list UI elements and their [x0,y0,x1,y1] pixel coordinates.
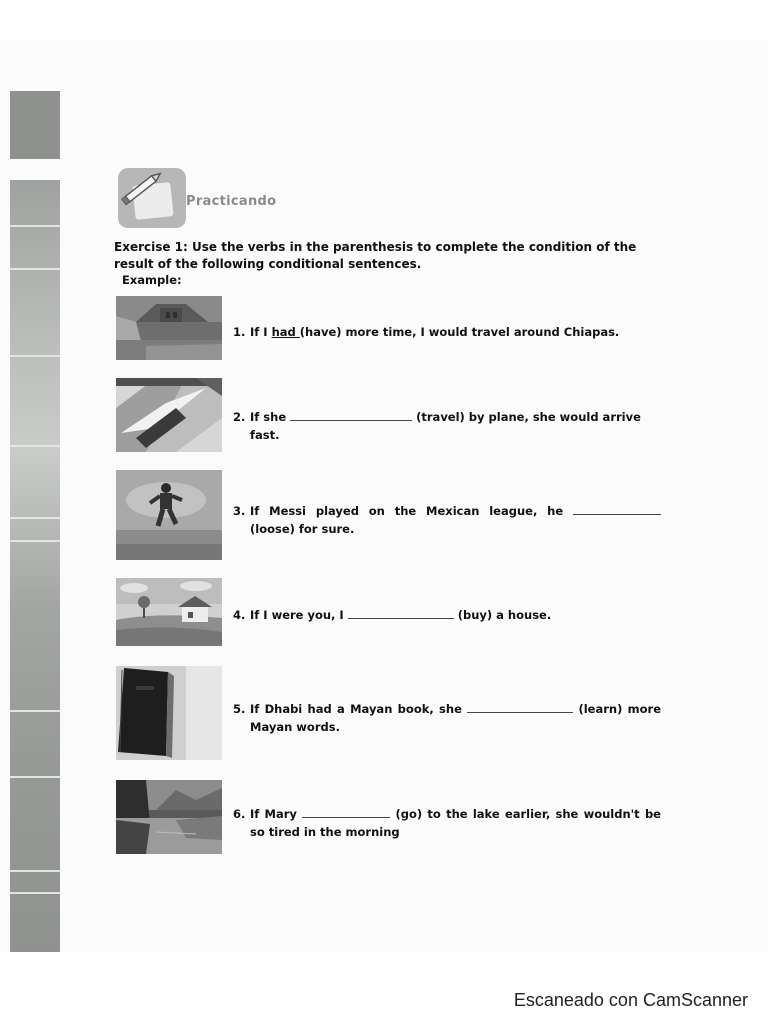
exercise-item-2: 2. If she (travel) by plane, she would arrive fast. [233,410,641,442]
example-label: Example: [122,273,182,287]
example-answer: had [271,325,300,339]
lake-photo [116,780,222,854]
answer-blank[interactable] [573,504,661,515]
exercise-item-5: 5. If Dhabi had a Mayan book, she (learn) more Mayan words. [233,702,661,734]
pencil-paper-icon [118,168,186,228]
scanner-watermark: Escaneado con CamScanner [513,990,748,1010]
exercise-item-6: 6. If Mary (go) to the lake earlier, she wouldn't be so tired in the morning [233,807,661,839]
answer-blank[interactable] [290,410,412,421]
answer-blank[interactable] [348,608,454,619]
house-landscape-photo [116,578,222,646]
answer-blank[interactable] [302,807,390,818]
section-logo-label: Practicando [186,194,277,209]
answer-blank[interactable] [467,702,573,713]
mayan-temple-photo [116,296,222,360]
margin-stripe-top [10,91,60,159]
soccer-player-photo [116,470,222,560]
exercise-item-4: 4. If I were you, I (buy) a house. [233,608,552,622]
margin-stripe [10,180,60,952]
book-photo [116,666,222,760]
exercise-item-1: 1. If I had (have) more time, I would travel around Chiapas. [233,325,620,339]
exercise-item-3: 3. If Messi played on the Mexican league, he (loose) for sure. [233,502,661,538]
exercise-instructions: Exercise 1: Use the verbs in the parenthesis to complete the condition of the result of the following conditional sentences. [114,240,637,271]
airplane-photo [116,378,222,452]
